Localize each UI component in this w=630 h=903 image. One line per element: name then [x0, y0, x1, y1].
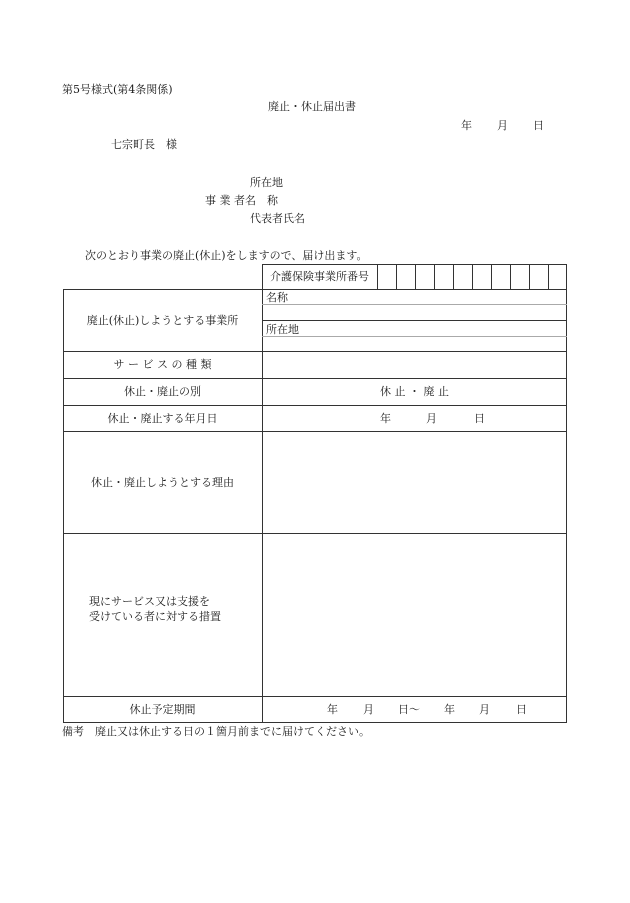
period-month-2: 月: [479, 703, 490, 716]
row-separator: [63, 431, 567, 432]
form-number: 第5号様式(第4条関係): [62, 83, 173, 96]
type-label: 休止・廃止の別: [124, 385, 201, 398]
date-label: 休止・廃止する年月日: [107, 412, 218, 425]
row-separator: [63, 696, 567, 697]
period-year-1: 年: [327, 703, 338, 716]
period-label: 休止予定期間: [129, 703, 196, 716]
addressee: 七宗町長 様: [111, 138, 177, 151]
row-separator: [63, 351, 567, 352]
applicant-location-label: 所在地: [250, 176, 283, 189]
digit-divider: [529, 264, 530, 290]
date-year: 年: [461, 119, 472, 132]
office-number-label: 介護保険事業所番号: [270, 270, 369, 283]
row-sub-line: [262, 320, 567, 321]
row-separator: [63, 405, 567, 406]
office-name-label: 名称: [266, 291, 288, 304]
page-title: 廃止・休止届出書: [268, 100, 356, 113]
date-day: 日: [533, 119, 544, 132]
digit-divider: [472, 264, 473, 290]
column-divider: [262, 289, 263, 723]
row-separator: [63, 378, 567, 379]
service-type-label: サ ー ビ ス の 種 類: [113, 358, 212, 371]
period-day-2: 日: [516, 703, 527, 716]
type-value: 休 止 ・ 廃 止: [380, 385, 449, 398]
row-sub-line: [262, 304, 567, 305]
digit-divider: [491, 264, 492, 290]
measures-label-line-2: 受けている者に対する措置: [89, 610, 221, 623]
digit-divider: [510, 264, 511, 290]
measures-label-line-1: 現にサービス又は支援を: [89, 595, 210, 608]
digit-divider: [415, 264, 416, 290]
intro-text: 次のとおり事業の廃止(休止)をしますので、届け出ます。: [85, 249, 368, 262]
digit-divider: [377, 264, 378, 290]
applicant-representative-label: 代表者氏名: [250, 212, 305, 225]
digit-divider: [453, 264, 454, 290]
row-separator: [63, 533, 567, 534]
reason-label: 休止・廃止しようとする理由: [91, 476, 234, 489]
digit-divider: [434, 264, 435, 290]
footnote: 備考 廃止又は休止する日の１箇月前までに届けてください。: [62, 725, 370, 738]
main-table-box: [63, 289, 567, 723]
row-sub-line: [262, 336, 567, 337]
period-month-1: 月: [363, 703, 374, 716]
office-row-label: 廃止(休止)しようとする事業所: [86, 314, 239, 327]
date-year-unit: 年: [380, 412, 391, 425]
period-year-2: 年: [444, 703, 455, 716]
applicant-business-label: 事 業 者名 称: [205, 194, 278, 207]
date-day-unit: 日: [474, 412, 485, 425]
digit-divider: [396, 264, 397, 290]
digit-divider: [548, 264, 549, 290]
office-address-label: 所在地: [266, 323, 299, 336]
date-month-unit: 月: [426, 412, 437, 425]
period-day-1: 日～: [398, 703, 420, 716]
date-month: 月: [497, 119, 508, 132]
